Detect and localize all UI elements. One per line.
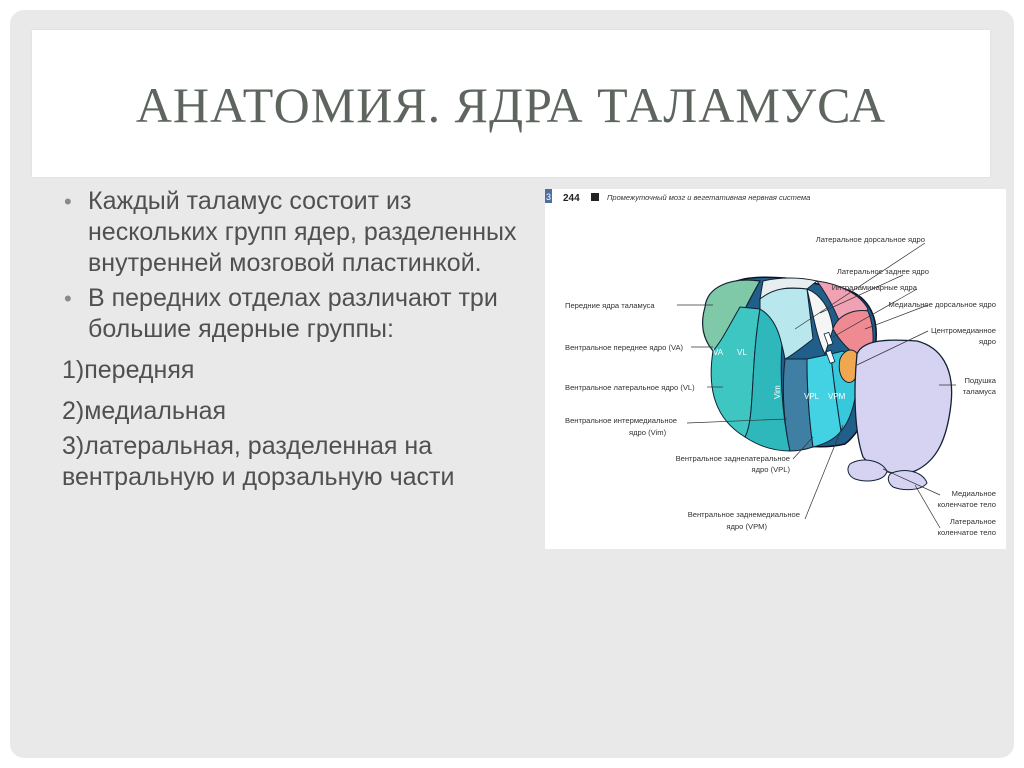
page-number: 244 [563,193,580,204]
page-title: АНАТОМИЯ. ЯДРА ТАЛАМУСА [135,77,887,133]
vim-mark: Vim [773,385,782,399]
va-label: Вентральное переднее ядро (VA) [565,343,684,352]
bullet-dot: • [64,286,72,311]
bullet-dot: • [64,189,72,214]
bullet-item [62,186,532,279]
medial-dorsal-label: Медиальное дорсальное ядро [888,300,996,309]
pulvinar-label-1: Подушка [964,376,996,385]
page-marker: 3 [546,192,552,202]
title-box [32,30,990,177]
vpl-label-2: ядро (VPL) [751,465,790,474]
anterior-label: Передние ядра таламуса [565,301,655,310]
va-mark: VA [713,348,724,357]
mgb-label-2: коленчатое тело [937,500,996,509]
header-square [591,193,599,201]
vpl-mark: VPL [804,392,820,401]
vl-mark: VL [737,348,747,357]
list-item: 3)латеральная, разделенная на вентральную и дорзальную части [62,432,455,491]
centromedian-label-1: Центромедианное [931,326,996,335]
vpm-label-1: Вентральное заднемедиальное [687,510,800,519]
pulvinar-label-2: таламуса [962,387,996,396]
centromedian-label-2: ядро [979,337,996,346]
lateral-posterior-label: Латеральное заднее ядро [836,267,929,276]
mgb-label-1: Медиальное [951,489,996,498]
vpm-mark: VPM [828,392,846,401]
figure-header: Промежуточный мозг и вегетативная нервная система [607,193,811,202]
vpm-label-2: ядро (VPM) [726,522,767,531]
thalamus-diagram [545,189,1006,549]
lgb-label-1: Латеральное [949,517,996,526]
bullet-item [62,283,532,345]
lateral-dorsal-label: Латеральное дорсальное ядро [815,235,925,244]
vim-label-2: ядро (Vim) [629,428,667,437]
vl-label: Вентральное латеральное ядро (VL) [565,383,695,392]
lgb-label-2: коленчатое тело [937,528,996,537]
bullet-text: В передних отделах различают три большие ядерные группы: [88,284,498,343]
list-item: 1)передняя [62,356,195,384]
bullet-text: Каждый таламус состоит из нескольких групп ядер, разделенных внутренней мозговой пластинкой. [88,187,517,277]
content-text [62,186,532,493]
list-item: 2)медиальная [62,397,227,425]
pulvinar [855,340,952,473]
vim-label-1: Вентральное интермедиальное [565,416,678,425]
intralaminar-label: Интраламинарные ядра [831,283,917,292]
vpl-label-1: Вентральное заднелатеральное [675,454,790,463]
thalamus-figure [545,189,1006,549]
